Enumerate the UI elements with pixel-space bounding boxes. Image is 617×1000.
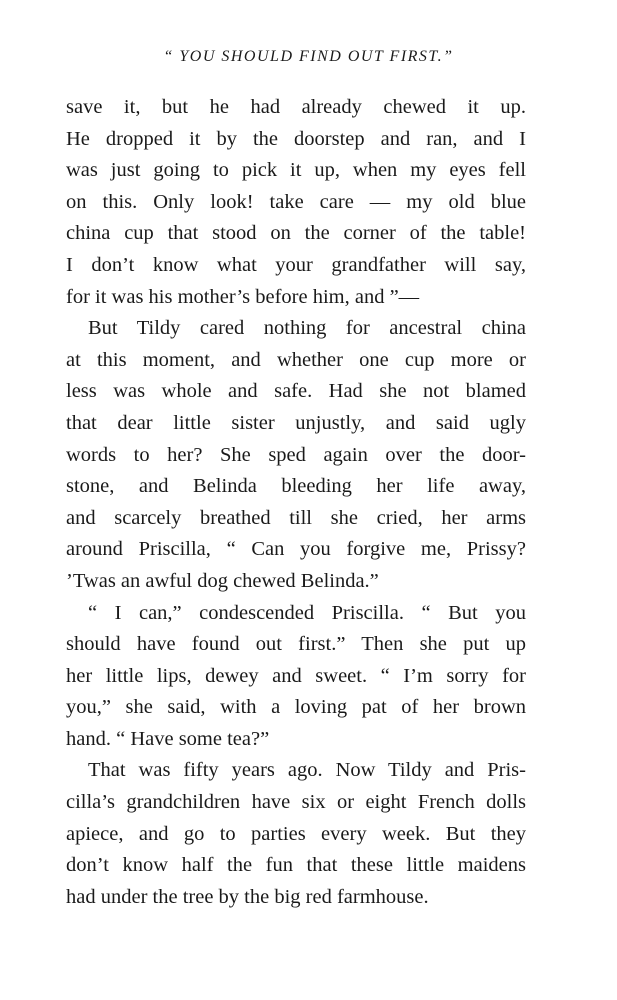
text-line: I don’t know what your grandfather will say, [66, 253, 526, 276]
text-line: cilla’s grandchildren have six or eight French dolls [66, 791, 526, 814]
text-line: china cup that stood on the corner of the table! [66, 222, 526, 245]
running-head: “ YOU SHOULD FIND OUT FIRST.” [163, 48, 454, 65]
paragraph [66, 92, 526, 313]
text-line: was just going to pick it up, when my eyes fell [66, 159, 526, 182]
text-line: less was whole and safe. Had she not blamed [66, 380, 526, 403]
paragraph [66, 755, 526, 913]
text-line: had under the tree by the big red farmhouse. [66, 885, 429, 908]
body-text [66, 92, 526, 913]
text-line: that dear little sister unjustly, and said ugly [66, 411, 526, 434]
text-line: you,” she said, with a loving pat of her brown [66, 696, 526, 719]
text-line: for it was his mother’s before him, and ”— [66, 285, 420, 308]
text-line: That was fifty years ago. Now Tildy and Pris- [88, 759, 526, 782]
text-line: don’t know half the fun that these little maidens [66, 854, 526, 877]
text-line: ’Twas an awful dog chewed Belinda.” [66, 569, 379, 592]
text-line: He dropped it by the doorstep and ran, and I [66, 127, 526, 150]
text-line: on this. Only look! take care — my old blue [66, 190, 526, 213]
paragraph [66, 313, 526, 597]
text-line: stone, and Belinda bleeding her life away, [66, 475, 526, 498]
text-line: at this moment, and whether one cup more or [66, 348, 526, 371]
text-line: hand. “ Have some tea?” [66, 727, 270, 750]
text-line: should have found out first.” Then she put up [66, 633, 526, 656]
text-line: and scarcely breathed till she cried, her arms [66, 506, 526, 529]
paragraph [66, 598, 526, 756]
text-line: around Priscilla, “ Can you forgive me, Prissy? [66, 538, 526, 561]
text-line: her little lips, dewey and sweet. “ I’m sorry for [66, 664, 526, 687]
text-line: But Tildy cared nothing for ancestral china [88, 317, 526, 340]
text-line: apiece, and go to parties every week. But they [66, 822, 526, 845]
text-line: save it, but he had already chewed it up. [66, 96, 526, 118]
text-line: words to her? She sped again over the door- [66, 443, 526, 466]
text-line: “ I can,” condescended Priscilla. “ But you [88, 601, 526, 624]
